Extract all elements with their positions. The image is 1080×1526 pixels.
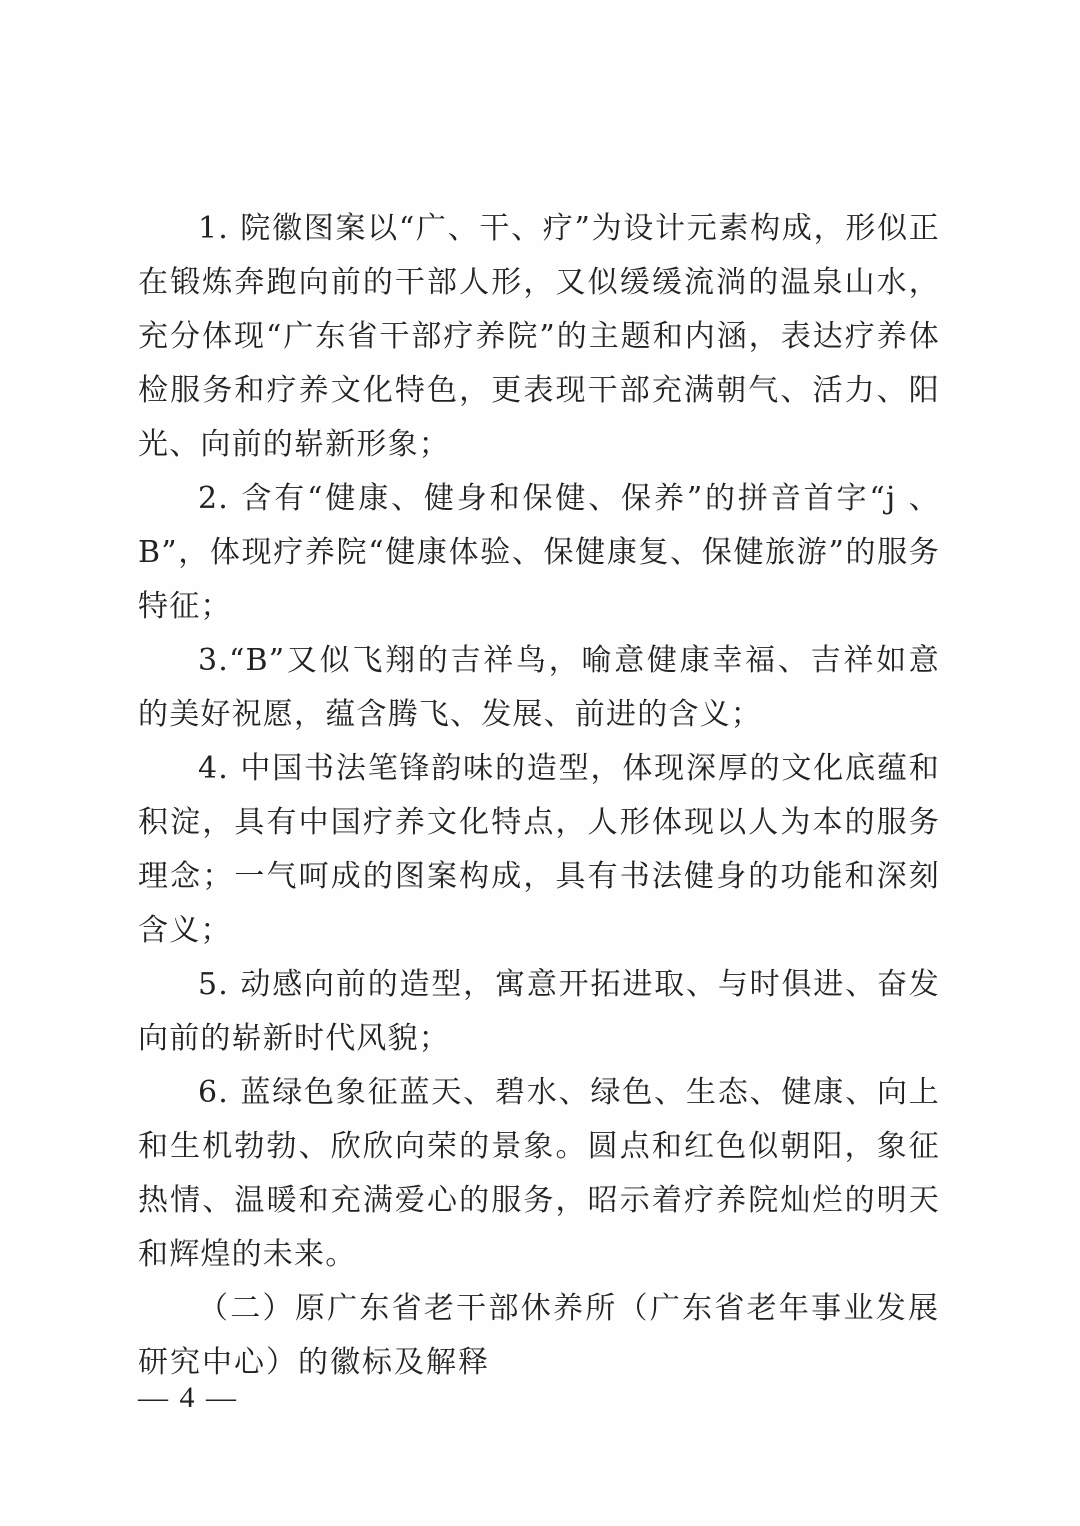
paragraph-item-3: 3.“B”又似飞翔的吉祥鸟，喻意健康幸福、吉祥如意的美好祝愿，蕴含腾飞、发展、前进的含义； [138, 643, 940, 732]
paragraph-item-4: 4. 中国书法笔锋韵味的造型，体现深厚的文化底蕴和积淀，具有中国疗养文化特点，人形体现以人为本的服务理念；一气呵成的图案构成，具有书法健身的功能和深刻含义； [138, 751, 940, 948]
paragraph-item-1: 1. 院徽图案以“广、干、疗”为设计元素构成，形似正在锻炼奔跑向前的干部人形，又似缓缓流淌的温泉山水，充分体现“广东省干部疗养院”的主题和内涵，表达疗养体检服务和疗养文化特色，更表现干部充满朝气、活力、阳光、向前的崭新形象； [138, 211, 940, 462]
page-number: — 4 — [138, 1381, 238, 1414]
paragraph-item-6: 6. 蓝绿色象征蓝天、碧水、绿色、生态、健康、向上和生机勃勃、欣欣向荣的景象。圆点和红色似朝阳，象征热情、温暖和充满爱心的服务，昭示着疗养院灿烂的明天和辉煌的未来。 [138, 1075, 940, 1272]
paragraph-item-2: 2. 含有“健康、健身和保健、保养”的拼音首字“j 、B”，体现疗养院“健康体验、保健康复、保健旅游”的服务特征； [138, 481, 940, 624]
section-heading: （二）原广东省老干部休养所（广东省老年事业发展研究中心）的徽标及解释 [138, 1291, 940, 1380]
document-body [138, 202, 940, 1390]
paragraph-item-5: 5. 动感向前的造型，寓意开拓进取、与时俱进、奋发向前的崭新时代风貌； [138, 967, 940, 1056]
